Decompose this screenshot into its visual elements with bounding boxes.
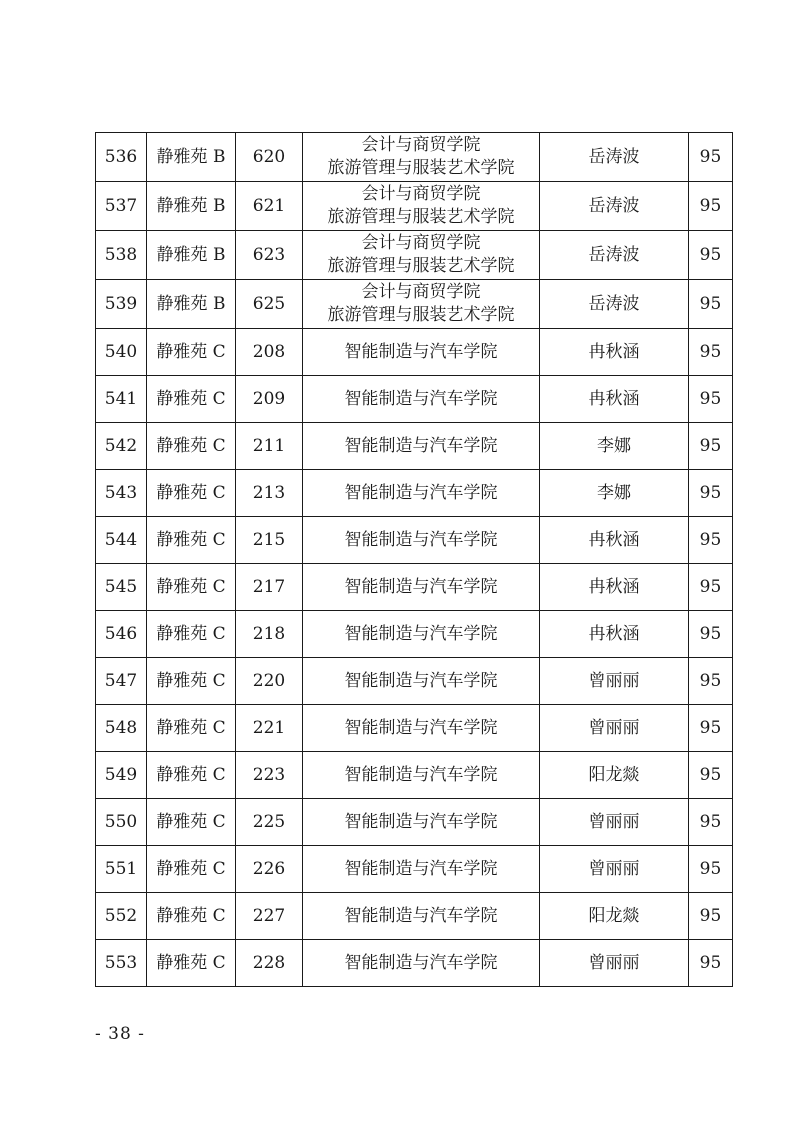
row-number-cell: 547 [96, 658, 147, 705]
college-name-line: 智能制造与汽车学院 [344, 623, 498, 644]
row-number-cell: 545 [96, 564, 147, 611]
room-number-cell: 228 [236, 940, 303, 987]
college-name-line: 智能制造与汽车学院 [344, 764, 498, 785]
room-number-cell: 226 [236, 846, 303, 893]
building-cell: 静雅苑 B [147, 231, 236, 280]
college-name-line: 智能制造与汽车学院 [344, 435, 498, 456]
building-cell: 静雅苑 B [147, 133, 236, 182]
college-name-line: 智能制造与汽车学院 [344, 717, 498, 738]
table-row [96, 846, 733, 893]
row-number-cell: 541 [96, 376, 147, 423]
manager-cell: 岳涛波 [540, 182, 689, 231]
college-name-line: 会计与商贸学院 [361, 135, 481, 155]
college-name-line: 会计与商贸学院 [361, 233, 481, 253]
score-cell: 95 [689, 893, 733, 940]
college-name-line: 智能制造与汽车学院 [344, 341, 498, 362]
college-cell [303, 893, 540, 940]
score-cell: 95 [689, 231, 733, 280]
building-cell: 静雅苑 C [147, 470, 236, 517]
row-number-cell: 551 [96, 846, 147, 893]
row-number-cell: 550 [96, 799, 147, 846]
building-cell: 静雅苑 C [147, 329, 236, 376]
college-cell [303, 940, 540, 987]
score-cell: 95 [689, 846, 733, 893]
row-number-cell: 539 [96, 280, 147, 329]
college-name-line: 智能制造与汽车学院 [344, 529, 498, 550]
room-number-cell: 218 [236, 611, 303, 658]
college-name-line: 旅游管理与服装艺术学院 [327, 256, 515, 276]
room-number-cell: 620 [236, 133, 303, 182]
score-cell: 95 [689, 182, 733, 231]
building-cell: 静雅苑 B [147, 280, 236, 329]
room-number-cell: 220 [236, 658, 303, 705]
row-number-cell: 540 [96, 329, 147, 376]
room-number-cell: 221 [236, 705, 303, 752]
room-number-cell: 211 [236, 423, 303, 470]
table-row [96, 705, 733, 752]
college-name-line: 旅游管理与服装艺术学院 [327, 207, 515, 227]
score-cell: 95 [689, 658, 733, 705]
score-cell: 95 [689, 752, 733, 799]
row-number-cell: 546 [96, 611, 147, 658]
table-row [96, 133, 733, 182]
table-row [96, 517, 733, 564]
score-cell: 95 [689, 564, 733, 611]
score-cell: 95 [689, 376, 733, 423]
building-cell: 静雅苑 C [147, 752, 236, 799]
score-cell: 95 [689, 611, 733, 658]
college-cell [303, 376, 540, 423]
college-cell [303, 564, 540, 611]
score-cell: 95 [689, 940, 733, 987]
manager-cell: 冉秋涵 [540, 517, 689, 564]
college-cell [303, 846, 540, 893]
building-cell: 静雅苑 C [147, 658, 236, 705]
building-cell: 静雅苑 C [147, 846, 236, 893]
score-cell: 95 [689, 470, 733, 517]
college-name-line: 智能制造与汽车学院 [344, 905, 498, 926]
row-number-cell: 536 [96, 133, 147, 182]
building-cell: 静雅苑 C [147, 376, 236, 423]
score-cell: 95 [689, 133, 733, 182]
table-row [96, 611, 733, 658]
college-cell [303, 329, 540, 376]
table-row [96, 329, 733, 376]
college-name-line: 智能制造与汽车学院 [344, 670, 498, 691]
row-number-cell: 553 [96, 940, 147, 987]
score-cell: 95 [689, 280, 733, 329]
manager-cell: 冉秋涵 [540, 564, 689, 611]
building-cell: 静雅苑 C [147, 611, 236, 658]
room-number-cell: 208 [236, 329, 303, 376]
table-body [96, 133, 733, 987]
college-cell [303, 517, 540, 564]
table-row [96, 182, 733, 231]
building-cell: 静雅苑 C [147, 893, 236, 940]
manager-cell: 曾丽丽 [540, 658, 689, 705]
table-row [96, 231, 733, 280]
row-number-cell: 543 [96, 470, 147, 517]
row-number-cell: 537 [96, 182, 147, 231]
score-cell: 95 [689, 705, 733, 752]
college-name-line: 智能制造与汽车学院 [344, 858, 498, 879]
row-number-cell: 538 [96, 231, 147, 280]
college-name-line: 会计与商贸学院 [361, 184, 481, 204]
row-number-cell: 549 [96, 752, 147, 799]
manager-cell: 李娜 [540, 423, 689, 470]
college-cell [303, 799, 540, 846]
college-cell [303, 658, 540, 705]
college-name-line: 智能制造与汽车学院 [344, 388, 498, 409]
manager-cell: 曾丽丽 [540, 799, 689, 846]
college-name-line: 智能制造与汽车学院 [344, 576, 498, 597]
table-row [96, 893, 733, 940]
college-name-line: 智能制造与汽车学院 [344, 952, 498, 973]
college-cell [303, 182, 540, 231]
score-cell: 95 [689, 423, 733, 470]
college-cell [303, 423, 540, 470]
table-row [96, 376, 733, 423]
college-cell [303, 611, 540, 658]
dormitory-score-table [95, 132, 733, 987]
manager-cell: 李娜 [540, 470, 689, 517]
building-cell: 静雅苑 B [147, 182, 236, 231]
room-number-cell: 623 [236, 231, 303, 280]
building-cell: 静雅苑 C [147, 423, 236, 470]
room-number-cell: 215 [236, 517, 303, 564]
college-name-line: 智能制造与汽车学院 [344, 482, 498, 503]
room-number-cell: 223 [236, 752, 303, 799]
table-row [96, 940, 733, 987]
college-cell [303, 752, 540, 799]
room-number-cell: 227 [236, 893, 303, 940]
manager-cell: 冉秋涵 [540, 376, 689, 423]
row-number-cell: 552 [96, 893, 147, 940]
table-row [96, 564, 733, 611]
college-cell [303, 280, 540, 329]
college-cell [303, 231, 540, 280]
college-cell [303, 133, 540, 182]
college-name-line: 智能制造与汽车学院 [344, 811, 498, 832]
score-cell: 95 [689, 517, 733, 564]
manager-cell: 岳涛波 [540, 133, 689, 182]
manager-cell: 岳涛波 [540, 231, 689, 280]
table-row [96, 280, 733, 329]
college-name-line: 旅游管理与服装艺术学院 [327, 158, 515, 178]
college-name-line: 会计与商贸学院 [361, 282, 481, 302]
row-number-cell: 544 [96, 517, 147, 564]
building-cell: 静雅苑 C [147, 705, 236, 752]
building-cell: 静雅苑 C [147, 564, 236, 611]
manager-cell: 阳龙燚 [540, 752, 689, 799]
score-cell: 95 [689, 329, 733, 376]
manager-cell: 曾丽丽 [540, 705, 689, 752]
table-row [96, 423, 733, 470]
manager-cell: 冉秋涵 [540, 611, 689, 658]
building-cell: 静雅苑 C [147, 517, 236, 564]
manager-cell: 冉秋涵 [540, 329, 689, 376]
manager-cell: 曾丽丽 [540, 940, 689, 987]
college-name-line: 旅游管理与服装艺术学院 [327, 305, 515, 325]
table-row [96, 470, 733, 517]
table-row [96, 752, 733, 799]
room-number-cell: 213 [236, 470, 303, 517]
manager-cell: 岳涛波 [540, 280, 689, 329]
college-cell [303, 470, 540, 517]
room-number-cell: 217 [236, 564, 303, 611]
score-cell: 95 [689, 799, 733, 846]
table-row [96, 658, 733, 705]
manager-cell: 曾丽丽 [540, 846, 689, 893]
row-number-cell: 548 [96, 705, 147, 752]
college-cell [303, 705, 540, 752]
row-number-cell: 542 [96, 423, 147, 470]
page-number: - 38 - [95, 1024, 145, 1044]
building-cell: 静雅苑 C [147, 940, 236, 987]
table-row [96, 799, 733, 846]
room-number-cell: 625 [236, 280, 303, 329]
building-cell: 静雅苑 C [147, 799, 236, 846]
room-number-cell: 621 [236, 182, 303, 231]
room-number-cell: 209 [236, 376, 303, 423]
room-number-cell: 225 [236, 799, 303, 846]
manager-cell: 阳龙燚 [540, 893, 689, 940]
